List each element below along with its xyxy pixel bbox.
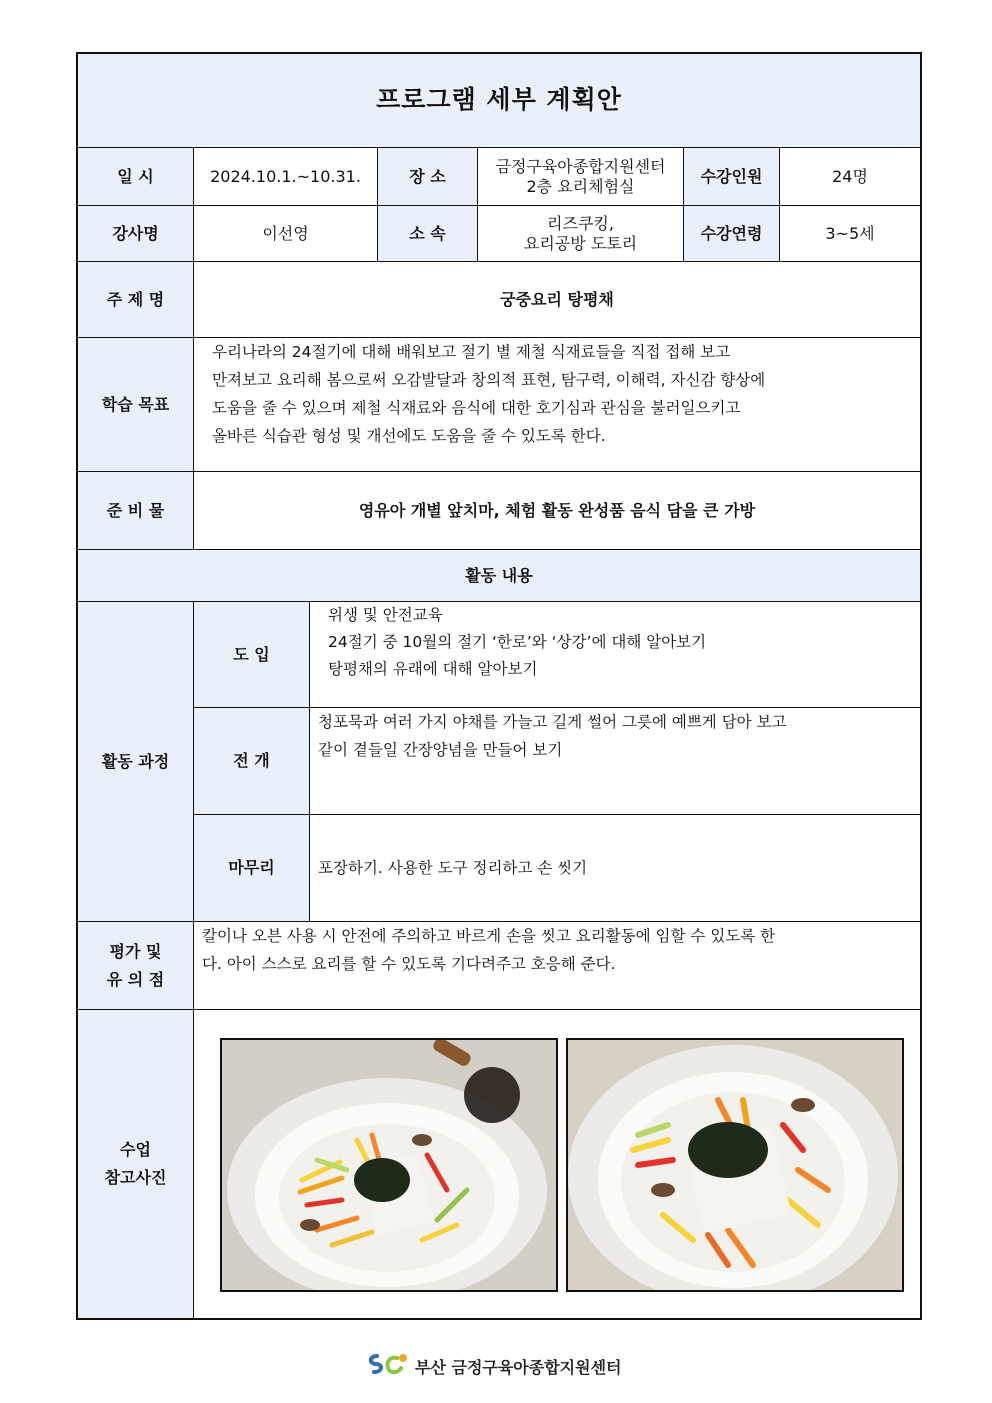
reference-photo-1 [220,1038,558,1292]
goal-line: 우리나라의 24절기에 대해 배워보고 절기 별 제철 식재료들을 직접 접해 보고 [212,343,731,361]
place-value [478,148,684,206]
evaluation-label-line-1: 평가 및 [109,941,162,961]
intro-line: 탕평채의 유래에 대해 알아보기 [328,660,538,678]
intro-text [310,602,920,708]
affiliation-value [478,206,684,262]
goal-line: 도움을 줄 수 있으며 제철 식재료와 음식에 대한 호기심과 관심을 불러일으키고 [212,399,741,417]
instructor-value: 이선영 [194,206,378,262]
place-line-2: 2층 요리체험실 [526,176,635,196]
finish-text: 포장하기. 사용한 도구 정리하고 손 씻기 [310,815,920,922]
document-title: 프로그램 세부 계획안 [78,54,920,148]
plan-sheet [76,52,922,1320]
intro-label: 도 입 [194,602,310,708]
photos-label [78,1010,194,1318]
goal-line: 올바른 식습관 형성 및 개선에도 도움을 줄 수 있도록 한다. [212,427,606,445]
subject-label: 주 제 명 [78,262,194,338]
subject-value: 궁중요리 탕평채 [194,262,920,338]
goal-line: 만져보고 요리해 봄으로써 오감발달과 창의적 표현, 탐구력, 이해력, 자신감 향상에 [212,371,766,389]
develop-text [310,708,920,815]
evaluation-line: 칼이나 오븐 사용 시 안전에 주의하고 바르게 손을 씻고 요리활동에 임할 수 있도록 한 [202,927,776,945]
materials-label: 준 비 물 [78,472,194,550]
affiliation-label: 소 속 [378,206,478,262]
affiliation-line-1: 리즈쿠킹, [547,213,614,233]
age-value: 3~5세 [780,206,920,262]
develop-line: 같이 곁들일 간장양념을 만들어 보기 [318,741,563,759]
date-label: 일 시 [78,148,194,206]
intro-line: 위생 및 안전교육 [328,606,443,624]
goal-label: 학습 목표 [78,338,194,472]
capacity-value: 24명 [780,148,920,206]
age-label: 수강연령 [684,206,780,262]
reference-photo-2 [566,1038,904,1292]
affiliation-line-2: 요리공방 도토리 [523,233,638,253]
develop-line: 청포묵과 여러 가지 야채를 가늘고 길게 썰어 그릇에 예쁘게 담아 보고 [318,713,787,731]
photos-label-line-1: 수업 [120,1140,151,1159]
evaluation-line: 다. 아이 스스로 요리를 할 수 있도록 기다려주고 호응해 준다. [202,955,616,973]
photos-label-line-2: 참고사진 [104,1168,167,1187]
intro-line: 24절기 중 10월의 절기 ‘한로’와 ‘상강’에 대해 알아보기 [328,633,707,651]
activity-header: 활동 내용 [78,550,920,602]
place-line-1: 금정구육아종합지원센터 [495,156,666,176]
footer-org-name: 부산 금정구육아종합지원센터 [415,1357,622,1377]
evaluation-text [194,922,920,1010]
evaluation-label [78,922,194,1010]
date-value: 2024.10.1.~10.31. [194,148,378,206]
evaluation-label-line-2: 유 의 점 [106,969,165,989]
finish-label: 마무리 [194,815,310,922]
place-label: 장 소 [378,148,478,206]
goal-text [194,338,920,472]
develop-label: 전 개 [194,708,310,815]
footer [365,1352,622,1380]
instructor-label: 강사명 [78,206,194,262]
capacity-label: 수강인원 [684,148,780,206]
materials-value: 영유아 개별 앞치마, 체험 활동 완성품 음식 담을 큰 가방 [194,472,920,550]
org-logo-icon [365,1352,409,1380]
process-label: 활동 과정 [78,602,194,922]
